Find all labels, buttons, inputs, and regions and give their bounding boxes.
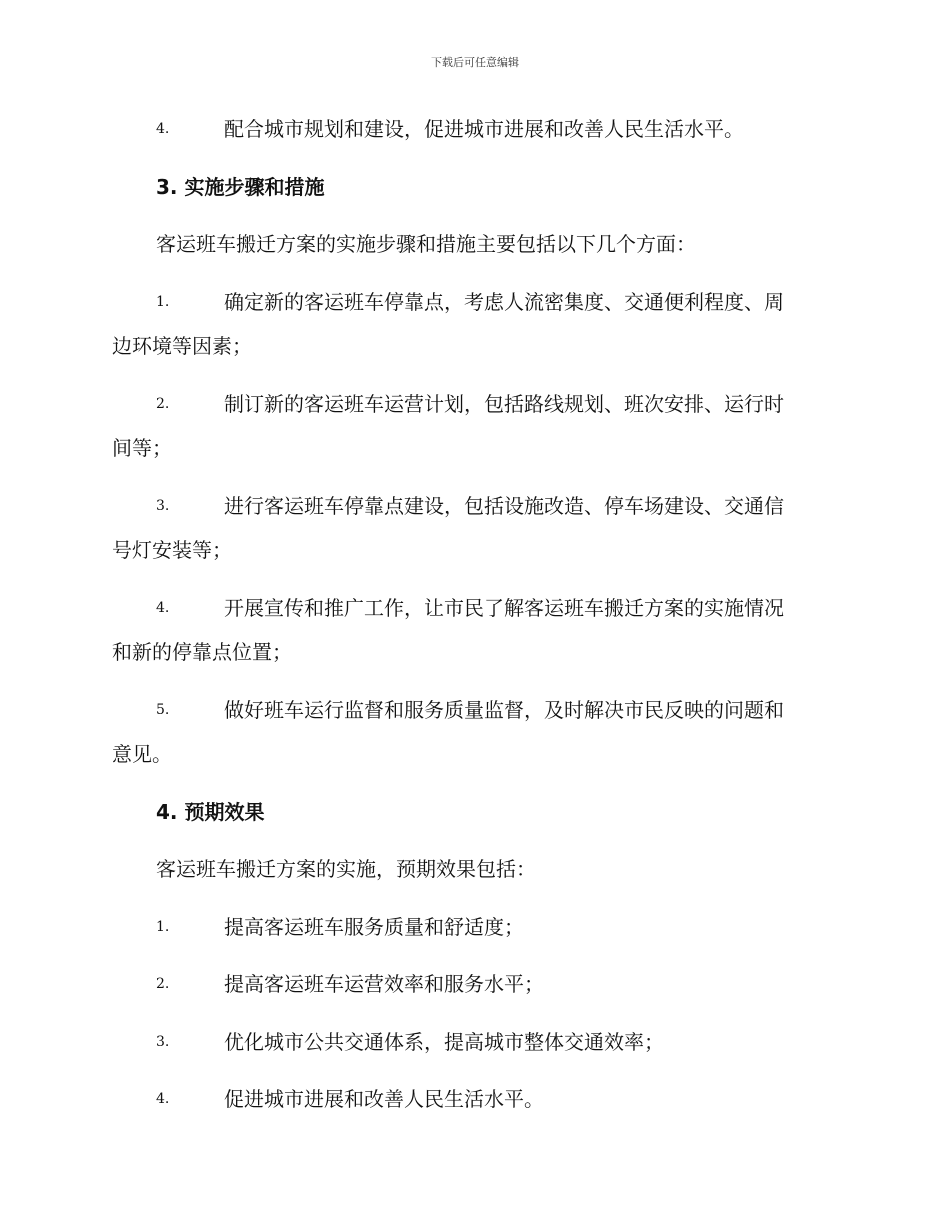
- section-intro: 客运班车搬迁方案的实施步骤和措施主要包括以下几个方面：: [156, 232, 696, 256]
- list-item-text: 进行客运班车停靠点建设，包括设施改造、停车场建设、交通信: [224, 494, 784, 518]
- list-item-text: 提高客运班车运营效率和服务水平；: [224, 972, 544, 996]
- list-item-text: 制订新的客运班车运营计划，包括路线规划、班次安排、运行时: [224, 392, 784, 416]
- page-header: 下载后可任意编辑: [431, 56, 519, 69]
- list-item-continuation: 意见。: [112, 742, 172, 766]
- list-item-text: 开展宣传和推广工作，让市民了解客运班车搬迁方案的实施情况: [224, 596, 784, 620]
- list-number: 3.: [156, 1034, 170, 1050]
- list-number: 4.: [156, 121, 170, 137]
- list-item-continuation: 间等；: [112, 436, 172, 460]
- list-number: 2.: [156, 976, 170, 992]
- list-item-text: 配合城市规划和建设，促进城市进展和改善人民生活水平。: [224, 117, 744, 141]
- list-number: 4.: [156, 1091, 170, 1107]
- list-item-text: 促进城市进展和改善人民生活水平。: [224, 1087, 544, 1111]
- list-number: 3.: [156, 498, 170, 514]
- section-intro: 客运班车搬迁方案的实施，预期效果包括：: [156, 857, 536, 881]
- list-number: 5.: [156, 702, 170, 718]
- list-item-text: 提高客运班车服务质量和舒适度；: [224, 915, 524, 939]
- list-item-text: 确定新的客运班车停靠点，考虑人流密集度、交通便利程度、周: [224, 290, 784, 314]
- list-item-text: 优化城市公共交通体系，提高城市整体交通效率；: [224, 1030, 664, 1054]
- list-item-continuation: 号灯安装等；: [112, 538, 232, 562]
- section-heading: 3. 实施步骤和措施: [156, 175, 325, 199]
- list-number: 1.: [156, 919, 170, 935]
- list-item-continuation: 和新的停靠点位置；: [112, 640, 292, 664]
- list-number: 4.: [156, 600, 170, 616]
- list-number: 2.: [156, 396, 170, 412]
- list-number: 1.: [156, 294, 170, 310]
- list-item-continuation: 边环境等因素；: [112, 334, 252, 358]
- section-heading: 4. 预期效果: [156, 800, 265, 824]
- list-item-text: 做好班车运行监督和服务质量监督，及时解决市民反映的问题和: [224, 698, 784, 722]
